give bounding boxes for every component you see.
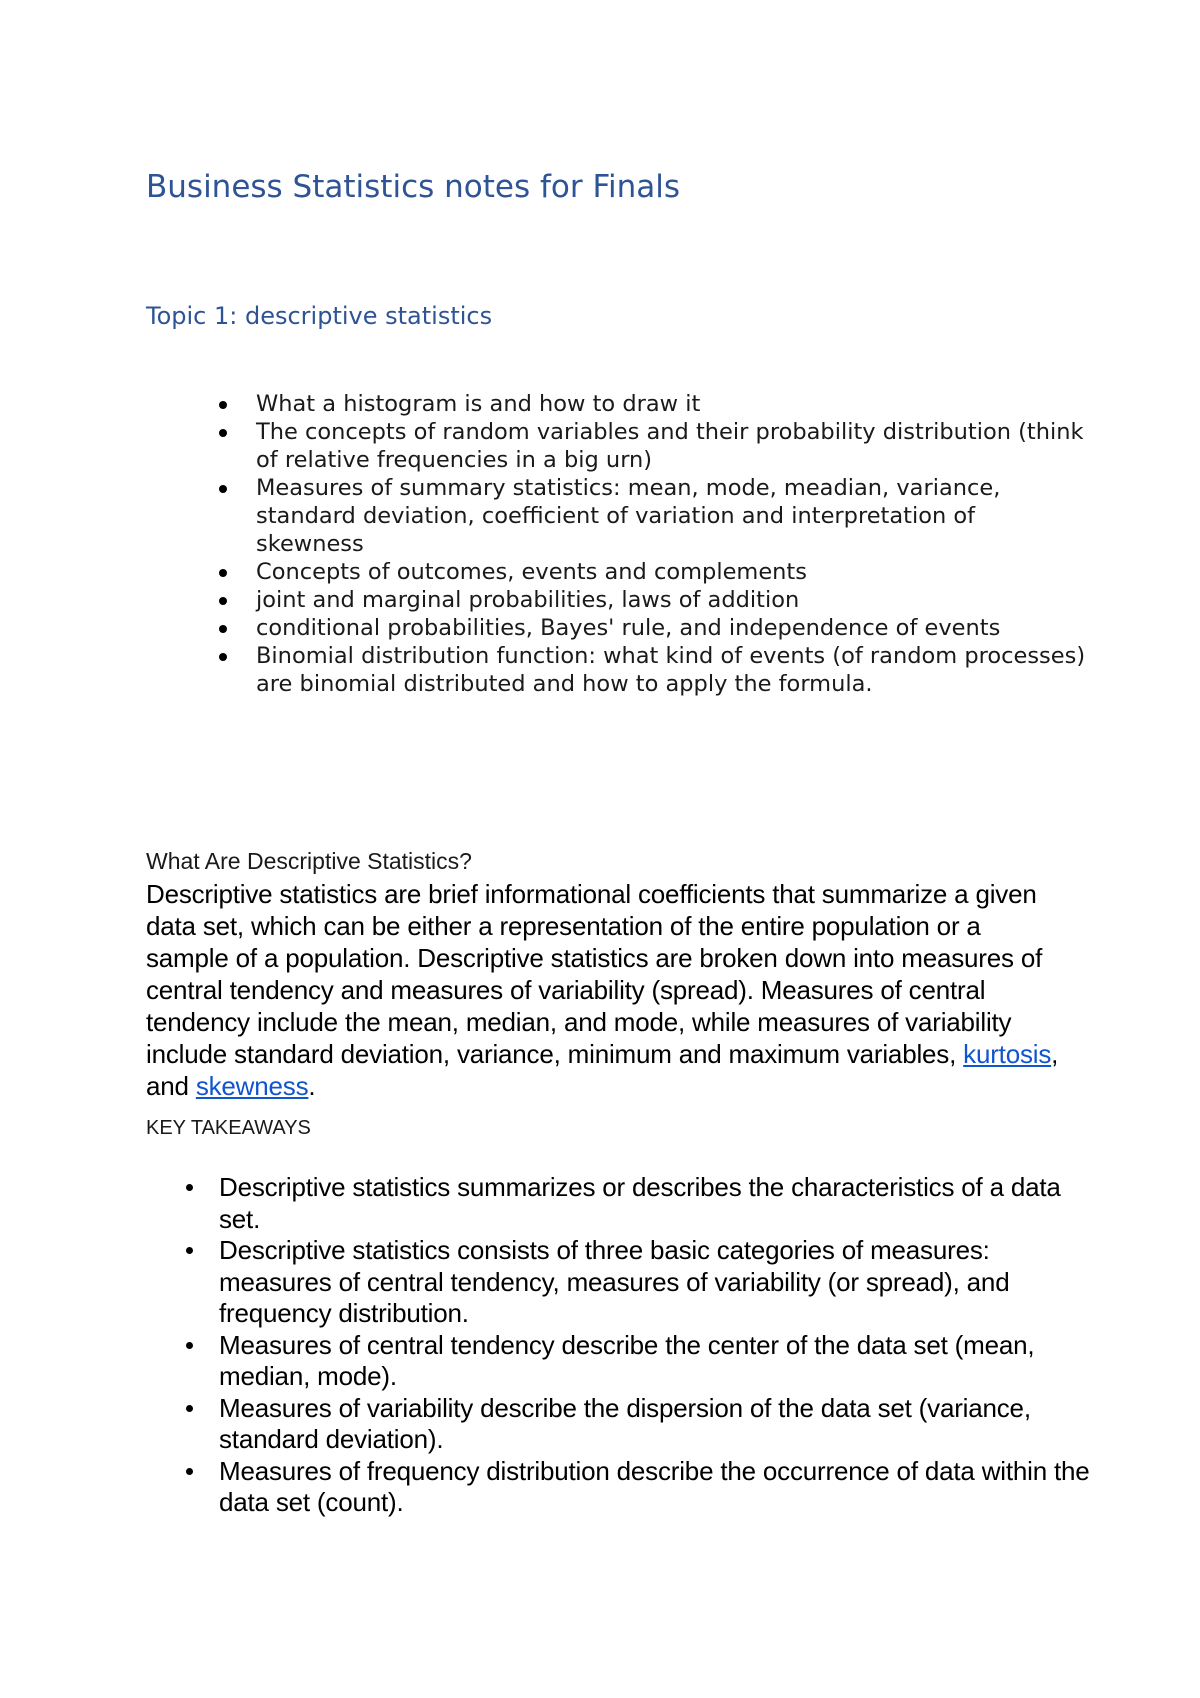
definition-text: Descriptive statistics are brief informational coefficients that summarize a given data set, which can be either a representation of the entire population or a sample of a population. Descriptive statistics are broken down into measures of central tendency and measures of variability (spread). Measures of central tendency include the mean, median, and mode, while measures of variability include standard deviation, variance, minimum and maximum variables,: [146, 879, 1043, 1069]
topic-list-item: Measures of summary statistics: mean, mode, meadian, variance, standard deviation, coefficient of variation and interpretation of skewness: [256, 474, 1086, 558]
topic-list-item: Binomial distribution function: what kind of events (of random processes) are binomial distributed and how to apply the formula.: [256, 643, 1086, 697]
definition-connector: , and: [146, 1039, 1059, 1101]
topic-list-item: What a histogram is and how to draw it: [256, 390, 1086, 418]
takeaway-item: Measures of frequency distribution describe the occurrence of data within the data set (count).: [219, 1456, 1099, 1519]
topic-list-item: conditional probabilities, Bayes' rule, and independence of events: [256, 614, 1086, 642]
skewness-link[interactable]: skewness: [195, 1071, 309, 1101]
takeaway-item: Descriptive statistics summarizes or describes the characteristics of a data set.: [219, 1172, 1099, 1235]
topic-list-item: The concepts of random variables and their probability distribution (think of relative frequencies in a big urn): [256, 418, 1086, 474]
topic-list: [256, 390, 1086, 698]
takeaway-item: Measures of central tendency describe the center of the data set (mean, median, mode).: [219, 1330, 1099, 1393]
document-title: Business Statistics notes for Finals: [146, 169, 681, 205]
section-question: What Are Descriptive Statistics?: [146, 848, 472, 874]
kurtosis-link[interactable]: kurtosis: [963, 1039, 1052, 1069]
key-takeaways-label: KEY TAKEAWAYS: [146, 1117, 311, 1139]
takeaway-item: Descriptive statistics consists of three basic categories of measures: measures of central tendency, measures of variability (or spread), and frequency distribution.: [219, 1235, 1099, 1330]
topic-list-item: joint and marginal probabilities, laws of addition: [256, 586, 1086, 614]
definition-paragraph: [146, 878, 1066, 1102]
takeaways-list: [219, 1172, 1099, 1519]
definition-end: .: [308, 1071, 316, 1101]
topic-heading: Topic 1: descriptive statistics: [146, 302, 493, 330]
topic-list-item: Concepts of outcomes, events and complements: [256, 558, 1086, 586]
takeaway-item: Measures of variability describe the dispersion of the data set (variance, standard deviation).: [219, 1393, 1099, 1456]
